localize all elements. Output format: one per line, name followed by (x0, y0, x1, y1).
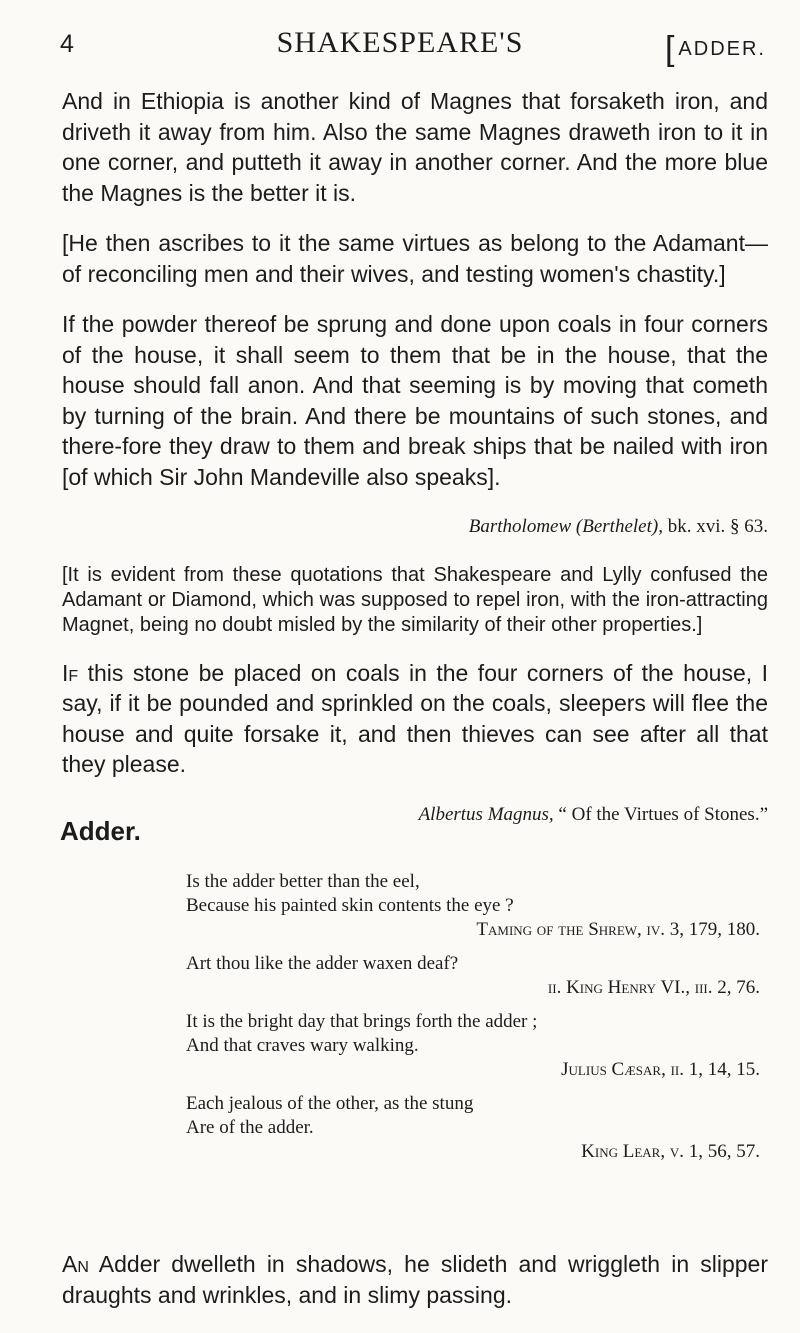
citation-author: Bartholomew (Berthelet), (468, 516, 663, 537)
citation-ref: bk. xvi. § 63. (667, 516, 768, 537)
quote-line: Is the adder better than the eel, (186, 871, 420, 892)
quote-lear (186, 1092, 766, 1164)
citation-albertus (62, 800, 768, 831)
quote-reference: King Lear, v. 1, 56, 57. (581, 1141, 760, 1162)
quote-reference: Taming of the Shrew, iv. 3, 179, 180. (476, 919, 760, 940)
quote-line: And that craves wary walking. (186, 1035, 419, 1056)
citation-ref: “ Of the Virtues of Stones.” (558, 803, 768, 825)
paragraph-albertus (62, 658, 768, 780)
body-text (62, 86, 768, 850)
section-tag: [ ADDER. (664, 30, 766, 68)
paragraph-powder: If the powder thereof be sprung and done upon coals in four corners of the house, it shall seem to them that be in the house, that the house should fall anon. And that seeming is by moving that cometh by turning of the brain. And there be mountains of such stones, and there-fore they draw to them and break ships that be nailed with iron [of which Sir John Mandeville also speaks]. (62, 311, 768, 490)
quote-line: It is the bright day that brings forth the adder ; (186, 1011, 538, 1032)
citation-author: Albertus Magnus, (418, 803, 554, 825)
paragraph-ethiopia: And in Ethiopia is another kind of Magnes that forsaketh iron, and driveth it away from him. Also the same Magnes draweth iron to it in one corner, and putteth it away in another corner. And the more blue the Magnes is the better it is. (62, 88, 768, 206)
quote-line: Because his painted skin contents the eye ? (186, 895, 514, 916)
page-header (0, 14, 800, 68)
quotations (186, 870, 766, 1174)
quote-line: Are of the adder. (186, 1117, 314, 1138)
quote-henry (186, 952, 766, 1000)
page-number: 4 (60, 30, 74, 58)
quote-caesar (186, 1010, 766, 1082)
quote-reference: ii. King Henry VI., iii. 2, 76. (547, 977, 760, 998)
small-caps-lead: An (62, 1251, 89, 1277)
paragraph-bracket-note: [He then ascribes to it the same virtues as belong to the Adamant—of reconciling men and their wives, and testing women's chastity.] (62, 230, 768, 287)
quote-line: Art thou like the adder waxen deaf? (186, 953, 459, 974)
quote-shrew (186, 870, 766, 942)
running-title: SHAKESPEARE'S (276, 26, 524, 59)
closing-paragraph (62, 1249, 768, 1310)
paragraph-editorial-note: [It is evident from these quotations that Shakespeare and Lylly confused the Adamant or Diamond, which was supposed to repel iron, with the iron-attracting Magnet, being no doubt misled by the similarity of their other properties.] (62, 563, 768, 636)
paragraph-text: this stone be placed on coals in the four corners of the house, I say, if it be pounded and sprinkled on the coals, sleepers will flee the house and quite forsake it, and then thieves can see after all that they please. (62, 659, 768, 777)
quote-line: Each jealous of the other, as the stung (186, 1093, 474, 1114)
citation-bartholomew (62, 512, 768, 543)
paragraph-text: Adder dwelleth in shadows, he slideth and wriggleth in slipper draughts and wrinkles, and in slimy passing. (62, 1251, 768, 1308)
small-caps-lead: If (62, 659, 79, 686)
entry-heading: Adder. (60, 816, 141, 846)
section-tag-label: ADDER. (678, 38, 766, 60)
quote-reference: Julius Cæsar, ii. 1, 14, 15. (561, 1059, 760, 1080)
